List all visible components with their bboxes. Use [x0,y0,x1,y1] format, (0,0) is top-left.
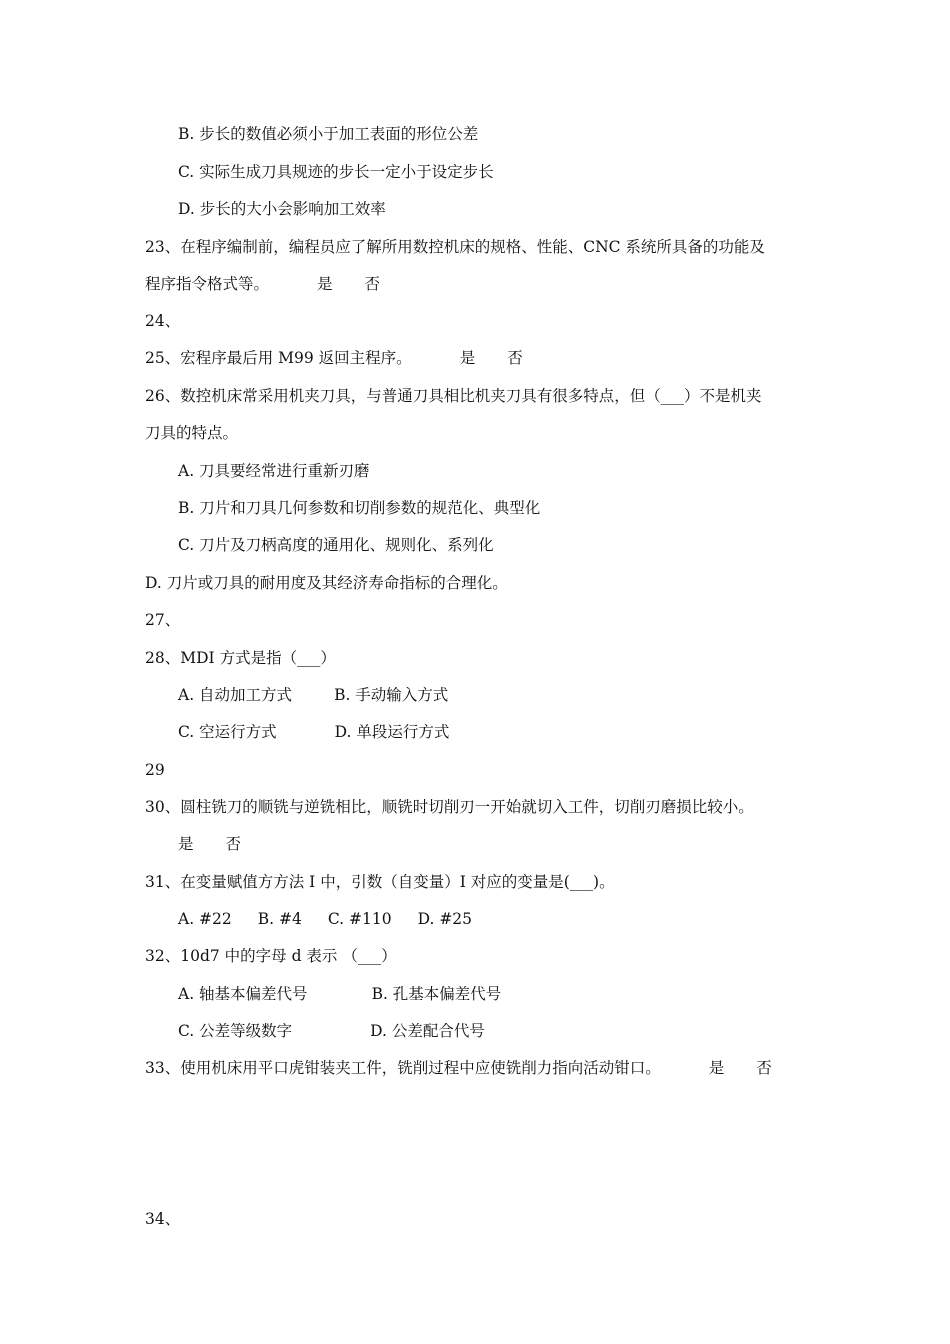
q31-text: 31、在变量赋值方方法 I 中，引数（自变量）I 对应的变量是(___)。 [145,873,615,891]
q23-text-line2 [145,274,380,294]
q27-number: 27、 [145,611,181,629]
q23-no: 否 [364,275,381,293]
q22-option-c: C. 实际生成刀具规迹的步长一定小于设定步长 [178,163,494,181]
q28-options-row2 [178,722,449,742]
q31-option-b: B. #4 [257,910,302,928]
q30-yes: 是 [178,835,194,853]
q25-yes: 是 [459,349,476,367]
q32-option-b: B. 孔基本偏差代号 [371,985,502,1003]
q31-option-d: D. #25 [417,910,473,928]
q33-text: 33、使用机床用平口虎钳装夹工件，铣削过程中应使铣削力指向活动钳口。 [145,1059,661,1077]
q32-option-c: C. 公差等级数字 [178,1022,293,1040]
q33-no: 否 [756,1059,772,1077]
q28-option-b: B. 手动输入方式 [334,686,449,704]
q34-number: 34、 [145,1210,181,1228]
q28-option-c: C. 空运行方式 [178,723,277,741]
q33-yes: 是 [708,1059,725,1077]
q24-number: 24、 [145,312,181,330]
q31-option-a: A. #22 [178,910,232,928]
q22-option-b: B. 步长的数值必须小于加工表面的形位公差 [178,125,479,143]
q32-options-row1 [178,984,501,1004]
q23-text: 程序指令格式等。 [145,275,270,293]
q22-option-d: D. 步长的大小会影响加工效率 [178,200,386,218]
q26-option-a: A. 刀具要经常进行重新刃磨 [178,462,370,480]
q32-option-a: A. 轴基本偏差代号 [178,985,308,1003]
q32-text: 32、10d7 中的字母 d 表示 （___） [145,947,397,965]
q31-option-c: C. #110 [327,910,392,928]
q26-text-line2: 刀具的特点。 [145,424,239,442]
q28-text: 28、MDI 方式是指（___） [145,649,336,667]
q26-option-b: B. 刀片和刀具几何参数和切削参数的规范化、典型化 [178,499,541,517]
q31-options-row [178,909,472,929]
q23-text-line1: 23、在程序编制前，编程员应了解所用数控机床的规格、性能、CNC 系统所具备的功能及 [145,238,765,256]
q30-text: 30、圆柱铣刀的顺铣与逆铣相比，顺铣时切削刃一开始就切入工件，切削刃磨损比较小。 [145,798,754,816]
q30-answer-row [178,834,241,854]
q23-yes: 是 [317,275,333,293]
q32-options-row2 [178,1021,485,1041]
q30-no: 否 [225,835,242,853]
q28-option-d: D. 单段运行方式 [334,723,450,741]
q25-text: 25、宏程序最后用 M99 返回主程序。 [145,349,412,367]
q29-number: 29 [145,761,165,779]
q33-line [145,1058,772,1078]
q32-option-d: D. 公差配合代号 [370,1022,485,1040]
q28-option-a: A. 自动加工方式 [178,686,293,704]
q26-text-line1: 26、数控机床常采用机夹刀具，与普通刀具相比机夹刀具有很多特点，但（___）不是机夹 [145,387,762,405]
q25-no: 否 [507,349,523,367]
q26-option-c: C. 刀片及刀柄高度的通用化、规则化、系列化 [178,536,494,554]
q26-option-d: D. 刀片或刀具的耐用度及其经济寿命指标的合理化。 [145,574,508,592]
q25-line [145,348,523,368]
q28-options-row1 [178,685,448,705]
